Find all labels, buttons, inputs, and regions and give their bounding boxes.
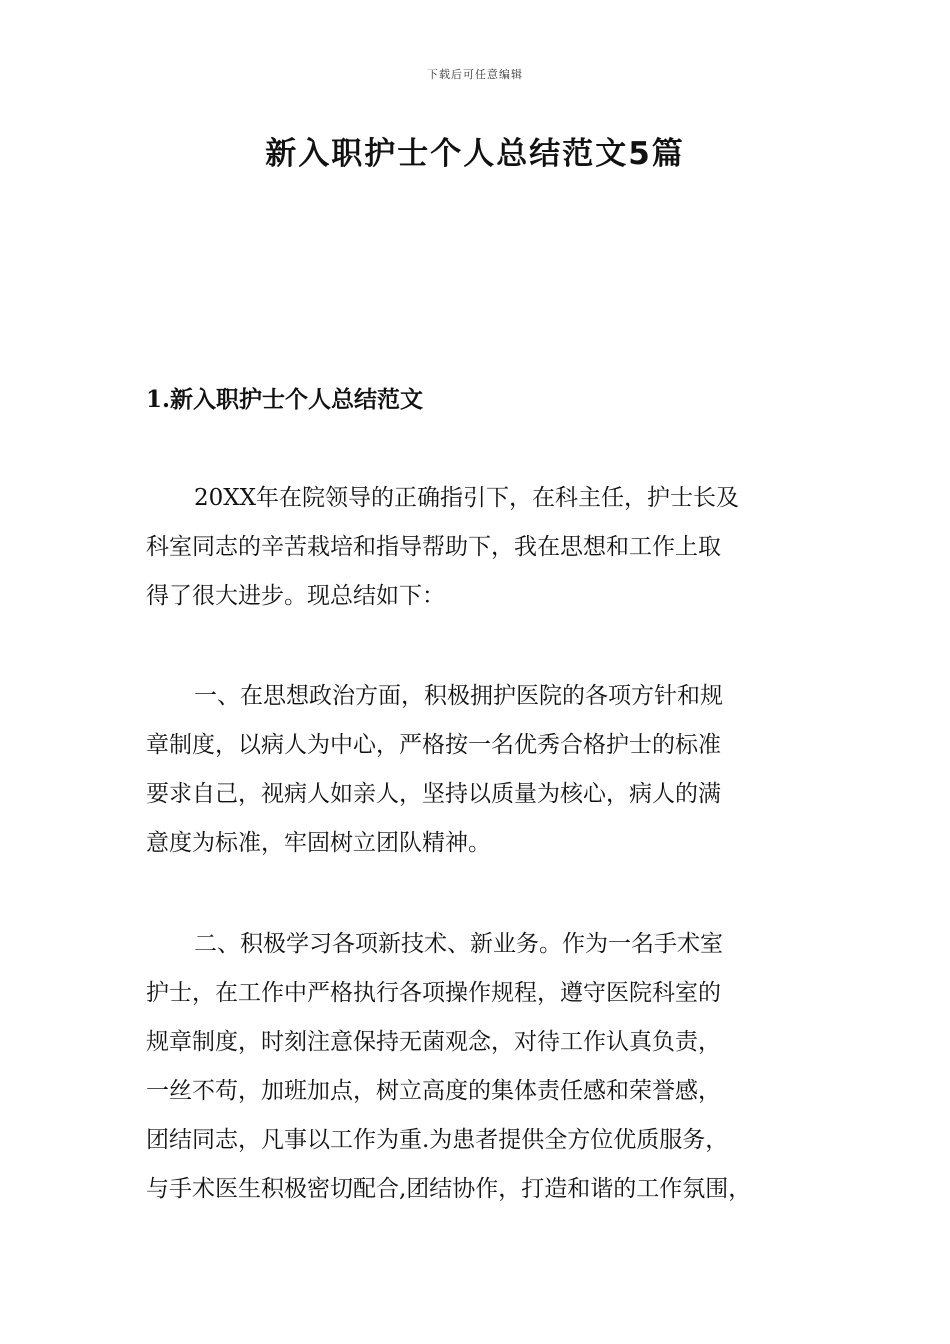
paragraph-3 bbox=[146, 920, 811, 1214]
paragraph-line: 与手术医生积极密切配合,团结协作，打造和谐的工作氛围， bbox=[146, 1176, 752, 1202]
paragraph-line: 团结同志，凡事以工作为重.为患者提供全方位优质服务， bbox=[146, 1127, 729, 1153]
document-title: 新入职护士个人总结范文5篇 bbox=[265, 136, 685, 172]
paragraph-line: 得了很大进步。现总结如下： bbox=[146, 583, 445, 609]
paragraph-line: 护士，在工作中严格执行各项操作规程，遵守医院科室的 bbox=[146, 980, 721, 1006]
paragraph-2 bbox=[146, 672, 811, 868]
paragraph-line: 20XX年在院领导的正确指引下，在科主任，护士长及 bbox=[194, 485, 740, 511]
paragraph-line: 章制度，以病人为中心，严格按一名优秀合格护士的标准 bbox=[146, 732, 721, 758]
section-heading: 1.新入职护士个人总结范文 bbox=[146, 386, 424, 413]
paragraph-line: 一、在思想政治方面，积极拥护医院的各项方针和规 bbox=[194, 683, 723, 709]
paragraph-line: 一丝不苟，加班加点，树立高度的集体责任感和荣誉感， bbox=[146, 1078, 721, 1104]
paragraph-line: 意度为标准，牢固树立团队精神。 bbox=[146, 830, 491, 856]
paragraph-line: 要求自己，视病人如亲人，坚持以质量为核心，病人的满 bbox=[146, 781, 721, 807]
paragraph-line: 科室同志的辛苦栽培和指导帮助下，我在思想和工作上取 bbox=[146, 534, 721, 560]
header-note: 下载后可任意编辑 bbox=[427, 68, 523, 81]
paragraph-1 bbox=[146, 474, 811, 621]
paragraph-line: 规章制度，时刻注意保持无菌观念，对待工作认真负责， bbox=[146, 1029, 721, 1055]
paragraph-line: 二、积极学习各项新技术、新业务。作为一名手术室 bbox=[194, 931, 723, 957]
